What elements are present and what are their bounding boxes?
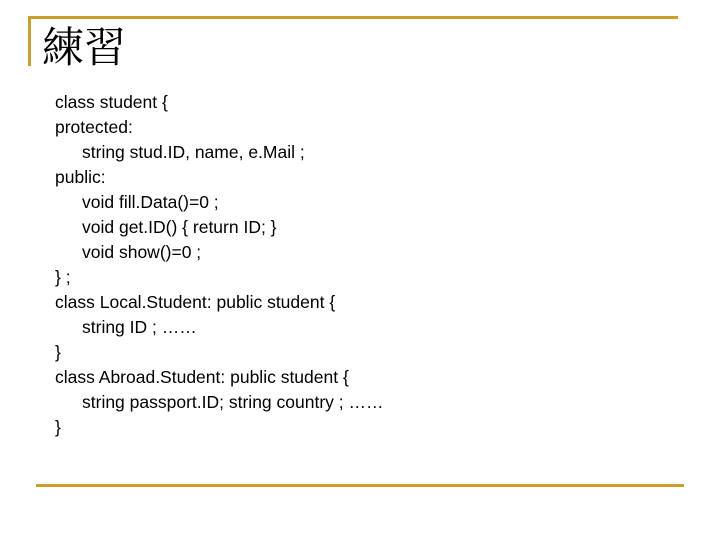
- code-line: string ID ; ……: [82, 317, 197, 337]
- code-line: class Local.Student: public student {: [55, 292, 336, 312]
- code-line: class Abroad.Student: public student {: [55, 367, 349, 387]
- code-line: string passport.ID; string country ; ……: [82, 392, 384, 412]
- code-line: void show()=0 ;: [82, 242, 202, 262]
- code-line: protected:: [55, 117, 133, 137]
- code-line: void get.ID() { return ID; }: [82, 217, 277, 237]
- code-line: }: [55, 417, 61, 437]
- code-line: void fill.Data()=0 ;: [82, 192, 219, 212]
- code-line: class student {: [55, 92, 168, 112]
- slide-title: 練習: [42, 23, 127, 72]
- code-line: string stud.ID, name, e.Mail ;: [82, 142, 305, 162]
- code-line: }: [55, 342, 61, 362]
- frame-bottom-rule: [36, 484, 684, 487]
- code-line: } ;: [55, 267, 71, 287]
- code-block: [55, 90, 695, 440]
- frame-top-rule: [28, 16, 678, 19]
- code-line: public:: [55, 167, 106, 187]
- frame-left-rule: [28, 16, 31, 66]
